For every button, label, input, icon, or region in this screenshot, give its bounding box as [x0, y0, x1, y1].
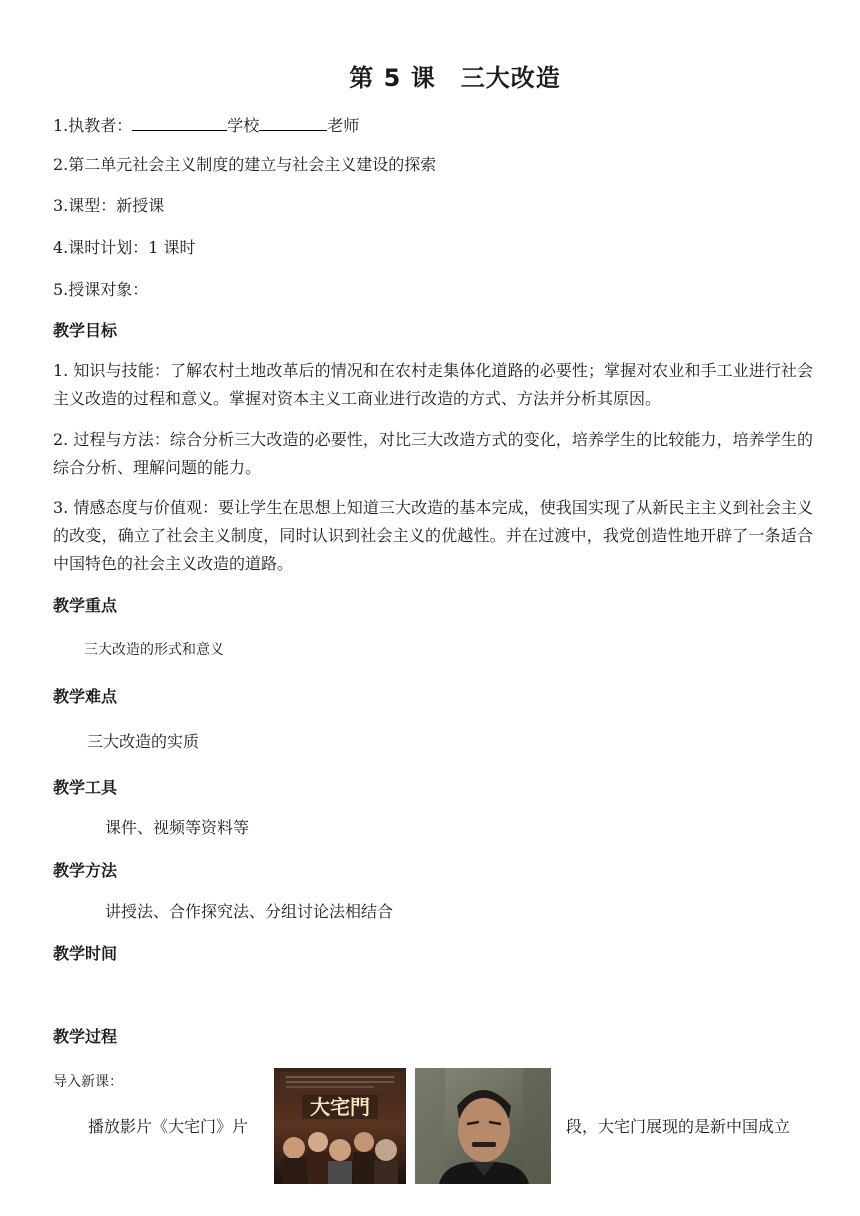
- unit-line: 2.第二单元社会主义制度的建立与社会主义建设的探索: [53, 155, 437, 174]
- actor-still-graphic: [415, 1068, 551, 1184]
- tools-heading: 教学工具: [53, 778, 118, 797]
- poster-title-text: 大宅門: [310, 1095, 370, 1119]
- difficulties-heading: 教学难点: [53, 687, 118, 706]
- executor-label: 1.执教者：: [53, 116, 133, 135]
- actor-still-image: [415, 1068, 551, 1184]
- teacher-label: 老师: [327, 116, 360, 135]
- difficulties-text: 三大改造的实质: [87, 732, 200, 751]
- key-points-text: 三大改造的形式和意义: [84, 642, 224, 658]
- tools-text: 课件、视频等资料等: [105, 818, 250, 837]
- schedule-line: 4.课时计划：1 课时: [53, 238, 196, 257]
- teacher-blank[interactable]: [259, 114, 327, 131]
- movie-poster-image: [274, 1068, 406, 1184]
- movie-poster-graphic: [274, 1068, 406, 1184]
- lesson-type-line: 3.课型：新授课: [53, 196, 165, 215]
- intro-label: 导入新课：: [53, 1074, 123, 1090]
- executor-line: [53, 114, 359, 136]
- school-blank[interactable]: [132, 114, 227, 131]
- goal-item-3: 3. 情感态度与价值观：要让学生在思想上知道三大改造的基本完成，使我国实现了从新民主主义到社会主义的改变，确立了社会主义制度，同时认识到社会主义的优越性。并在过渡中，我党创造性地开辟了一条适合中国特色的社会主义改造的道路。: [53, 498, 813, 573]
- goal-item-1: 1. 知识与技能：了解农村土地改革后的情况和在农村走集体化道路的必要性；掌握对农业和手工业进行社会主义改造的过程和意义。掌握对资本主义工商业进行改造的方式、方法并分析其原因。: [53, 361, 813, 408]
- page-title: 第 5 课 三大改造: [349, 64, 561, 92]
- intro-text-before: 播放影片《大宅门》片: [88, 1117, 249, 1136]
- goals-heading: 教学目标: [53, 321, 118, 340]
- goal-item-2: 2. 过程与方法：综合分析三大改造的必要性，对比三大改造方式的变化，培养学生的比较能力，培养学生的综合分析、理解问题的能力。: [53, 430, 813, 477]
- methods-heading: 教学方法: [53, 861, 118, 880]
- key-points-heading: 教学重点: [53, 596, 118, 615]
- school-label: 学校: [227, 116, 260, 135]
- audience-line: 5.授课对象：: [53, 280, 149, 299]
- process-heading: 教学过程: [53, 1027, 118, 1046]
- time-heading: 教学时间: [53, 944, 118, 963]
- methods-text: 讲授法、合作探究法、分组讨论法相结合: [105, 902, 394, 921]
- intro-text-after: 段，大宅门展现的是新中国成立: [566, 1117, 791, 1136]
